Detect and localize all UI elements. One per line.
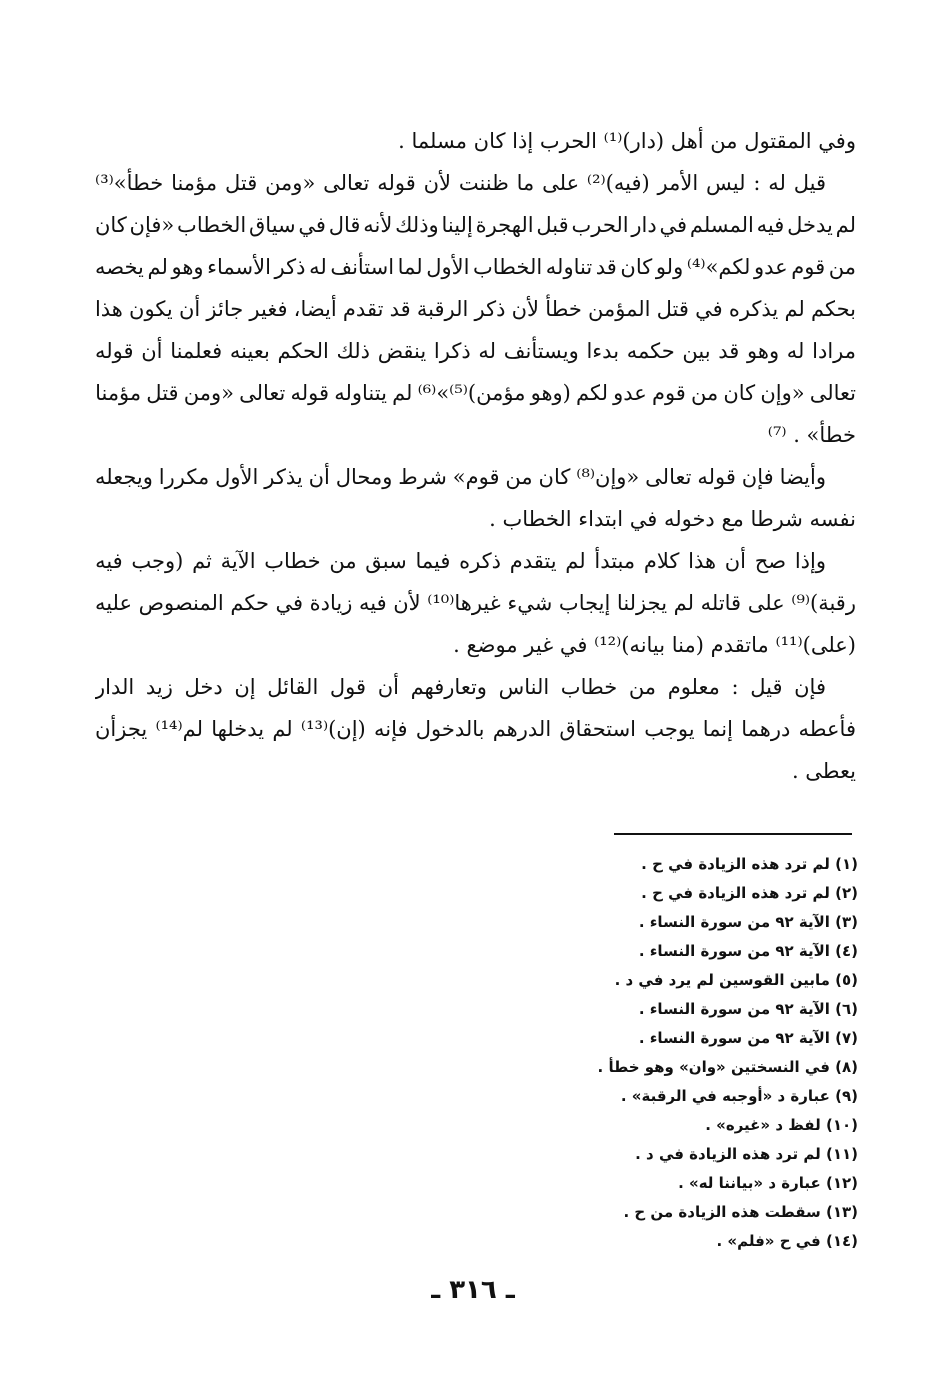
footnote-divider (614, 833, 852, 835)
footnote-10: (١٠) لفظ د «غيره» . (705, 1116, 858, 1134)
text-line: وفي المقتول من أهل (دار)⁽¹⁾ الحرب إذا كان مسلما . (398, 129, 856, 153)
text-line: بحكم لم يذكره في قتل المؤمن خطأ لأن ذكر الرقبة قد تقدم أيضا، فغير جائز أن يكون هذا (95, 297, 856, 321)
text-line: قيل له : ليس الأمر (فيه)⁽²⁾ على ما ظننت لأن قوله تعالى «ومن قتل مؤمنا خطأ»⁽³⁾ (95, 171, 826, 195)
text-line: نفسه شرطا مع دخوله في ابتداء الخطاب . (489, 507, 856, 531)
footnote-14: (١٤) في ح «فلم» . (716, 1232, 858, 1250)
footnote-3: (٣) الآية ٩٢ من سورة النساء . (638, 913, 858, 931)
text-line: لم يدخل فيه المسلم في دار الحرب قبل الهجرة إلينا وذلك لأنه قال في سياق الخطاب «فإن كان (95, 213, 856, 237)
footnote-11: (١١) لم ترد هذه الزيادة في د . (635, 1145, 858, 1163)
footnote-4: (٤) الآية ٩٢ من سورة النساء . (638, 942, 858, 960)
text-line: مرادا له وهو قد بين حكمه بدءا ويستأنف له ذكرا ينقض ذلك الحكم بعينه فعلمنا أن قوله (95, 339, 856, 363)
text-line: فإن قيل : معلوم من خطاب الناس وتعارفهم أن قول القائل إن دخل زيد الدار (95, 675, 826, 699)
text-line: تعالى «وإن كان من قوم عدو لكم (وهو مؤمن)⁽⁵⁾»⁽⁶⁾ لم يتناوله قوله تعالى «ومن قتل مؤمنا (95, 381, 856, 405)
text-line: فأعطه درهما إنما يوجب استحقاق الدرهم بالدخول فإنه (إن)⁽¹³⁾ لم يدخلها لم⁽¹⁴⁾ يجزأن (95, 717, 856, 741)
footnote-1: (١) لم ترد هذه الزيادة في ح . (641, 855, 858, 873)
text-line: يعطى . (791, 759, 856, 783)
footnote-7: (٧) الآية ٩٢ من سورة النساء . (638, 1029, 858, 1047)
footnote-9: (٩) عبارة د «أوجبه في الرقبة» . (620, 1087, 858, 1105)
text-line: وأيضا فإن قوله تعالى «وإن⁽⁸⁾ كان من قوم» شرط ومحال أن يذكر الأول مكررا ويجعله (95, 465, 826, 489)
text-line: وإذا صح أن هذا كلام مبتدأ لم يتقدم ذكره فيما سبق من خطاب الآية ثم (وجب فيه (95, 549, 826, 573)
footnote-13: (١٣) سقطت هذه الزيادة من ح . (623, 1203, 858, 1221)
footnote-2: (٢) لم ترد هذه الزيادة في ح . (641, 884, 858, 902)
text-line: رقبة)⁽⁹⁾ على قاتله لم يجزلنا إيجاب شيء غيرها⁽¹⁰⁾ لأن فيه زيادة في حكم المنصوص عليه (95, 591, 856, 615)
main-text (95, 120, 856, 792)
text-line: خطأ» . ⁽⁷⁾ (767, 423, 856, 447)
footnote-5: (٥) مابين القوسين لم يرد في د . (614, 971, 858, 989)
footnote-12: (١٢) عبارة د «بياننا له» . (678, 1174, 858, 1192)
text-line: من قوم عدو لكم»⁽⁴⁾ ولو كان قد تناوله الخطاب الأول لما استأنف له ذكر الأسماء وهو لم يخصه (95, 255, 856, 279)
footnote-8: (٨) في النسختين «وان» وهو خطأ . (597, 1058, 858, 1076)
footnotes (458, 850, 858, 1256)
page-number: ـ ٣١٦ ـ (431, 1275, 515, 1305)
text-line: (على)⁽¹¹⁾ ماتقدم (منا بيانه)⁽¹²⁾ في غير موضع . (453, 633, 856, 657)
footnote-6: (٦) الآية ٩٢ من سورة النساء . (638, 1000, 858, 1018)
